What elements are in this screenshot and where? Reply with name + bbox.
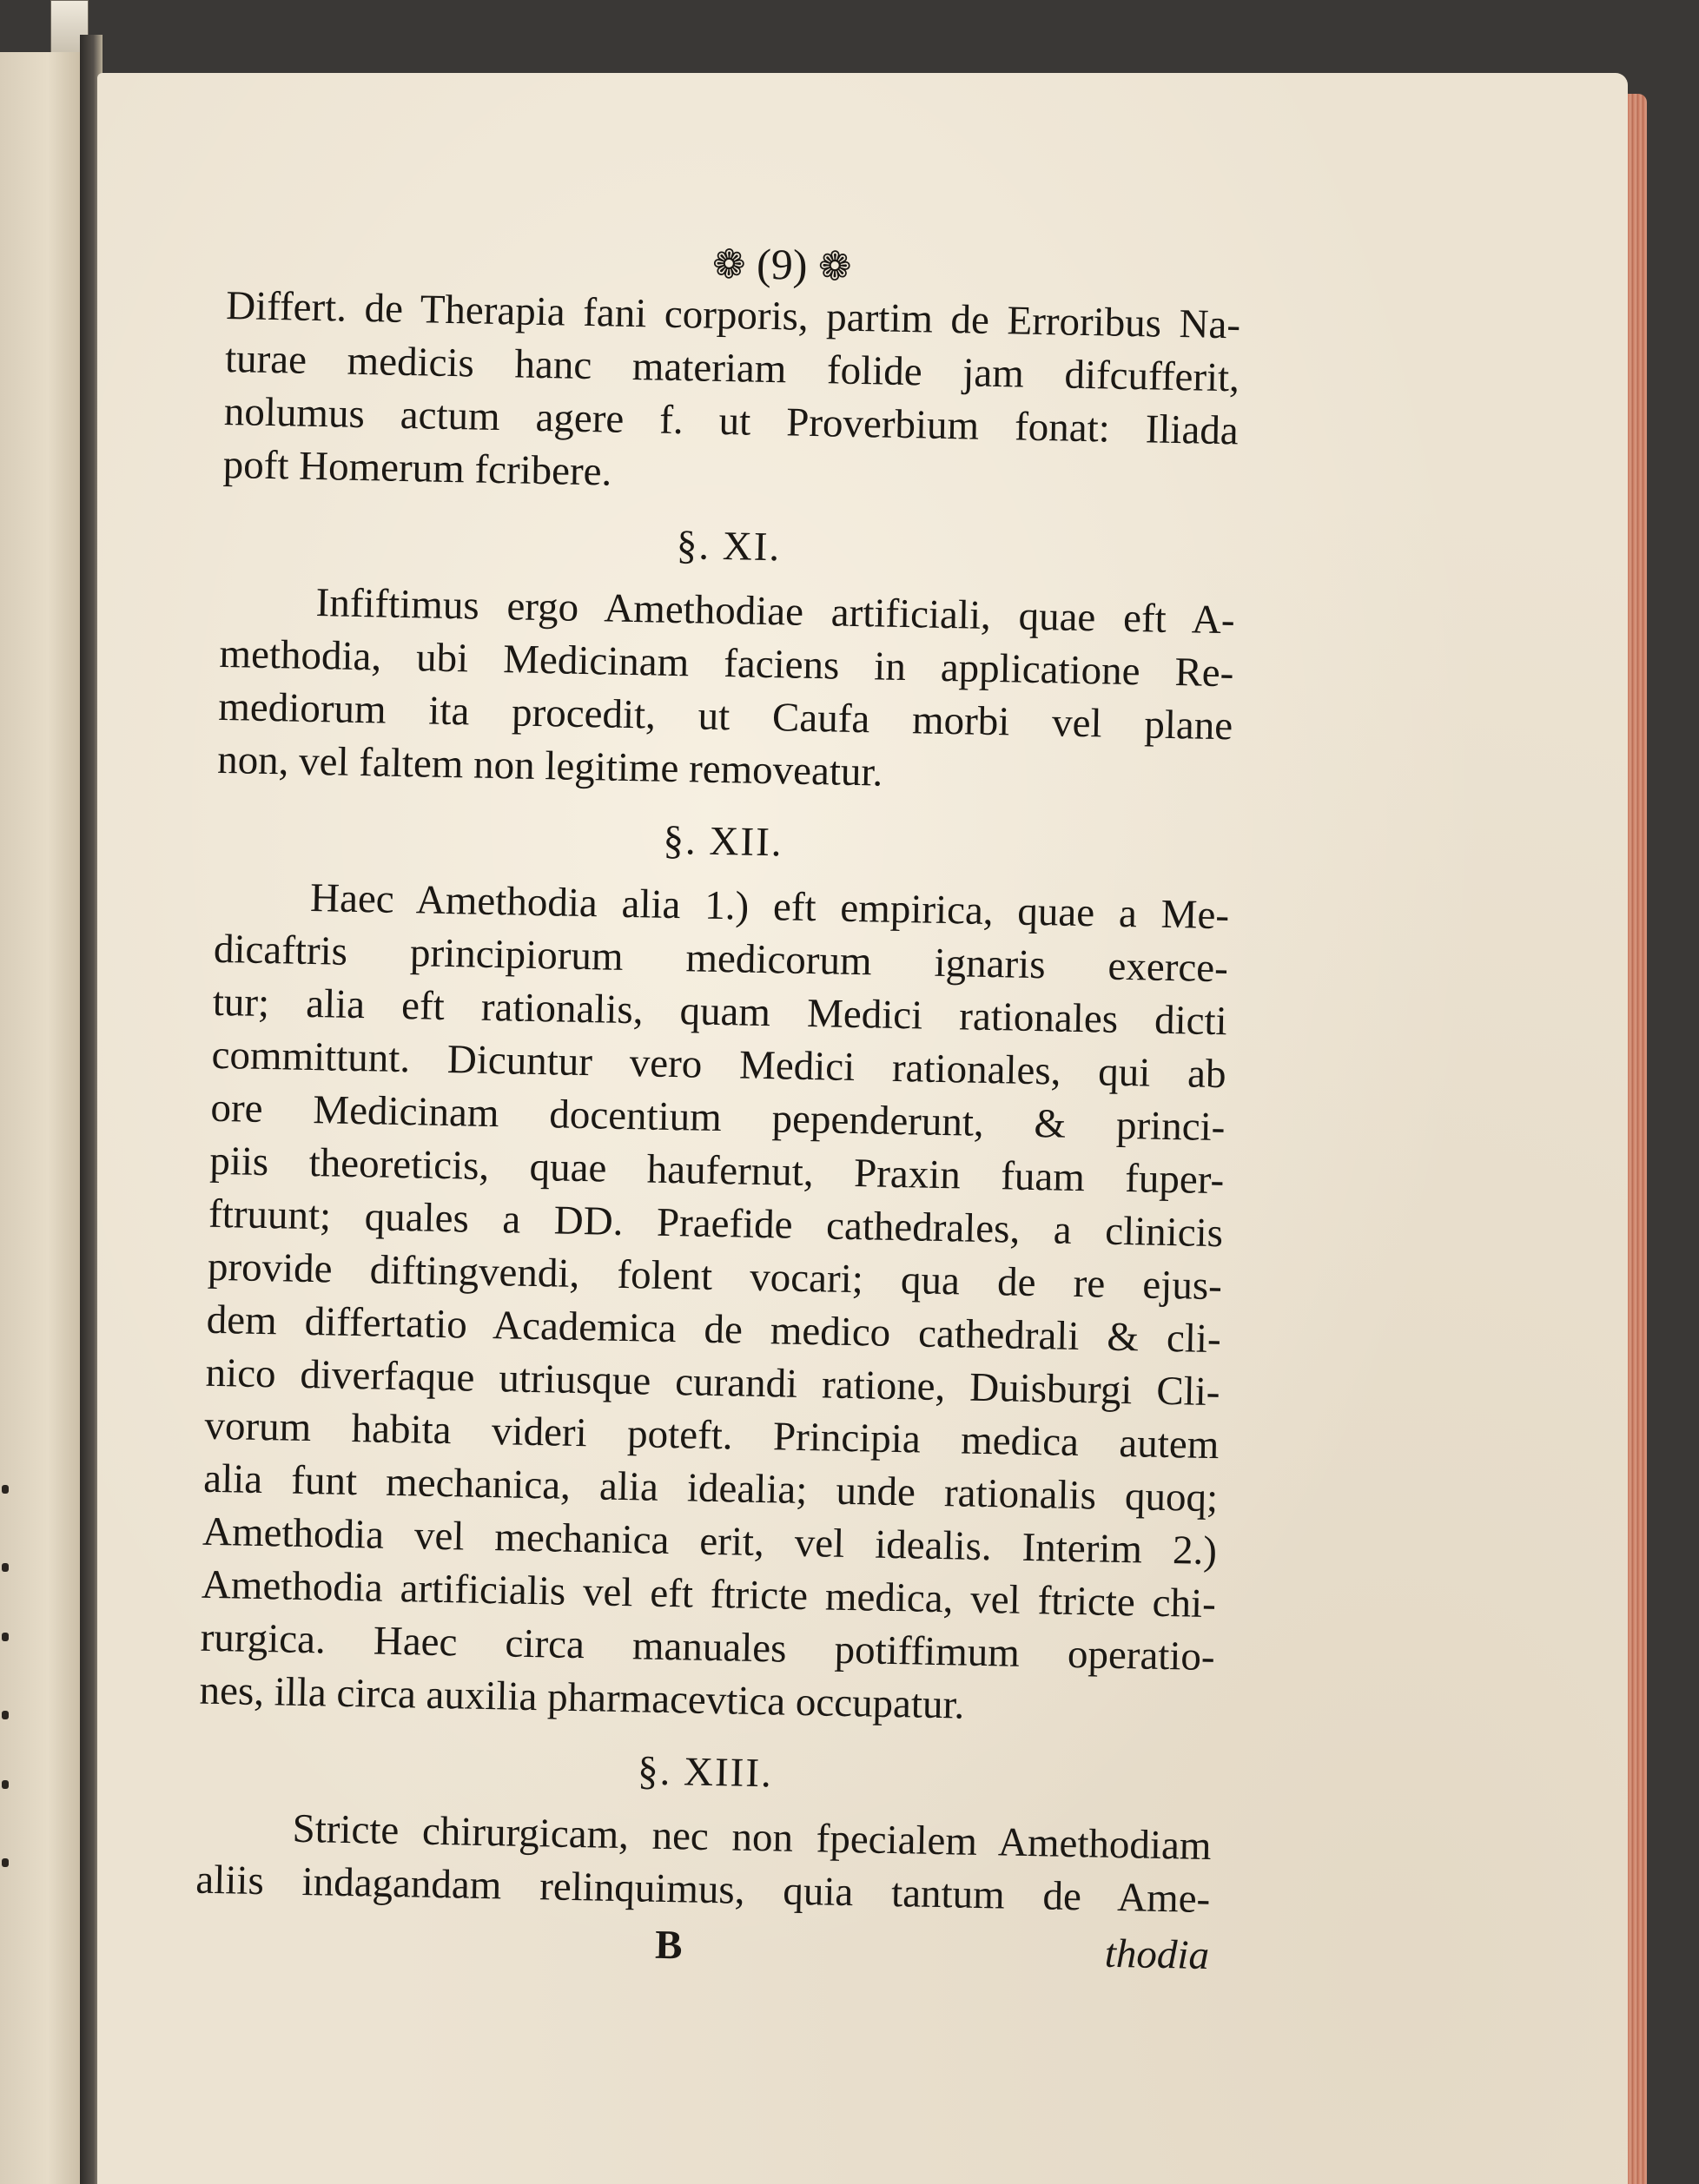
section-xii-body: [199, 870, 1230, 1737]
ornament-left-icon: ❁: [711, 241, 747, 287]
left-page-ink-marks: [2, 1485, 14, 1919]
section-xiii-body: [195, 1801, 1212, 1926]
text-line: vorum habita videri poteft. Principia medica autem: [204, 1402, 1220, 1468]
text-line: poft Homerum fcribere.: [222, 441, 612, 495]
text-line: dem differtatio Academica de medico cathedrali & cli-: [206, 1297, 1222, 1363]
section-heading-xii: §. XII.: [663, 817, 784, 866]
section-heading-xiii: §. XIII.: [637, 1748, 774, 1797]
catchword: thodia: [1104, 1930, 1210, 1979]
text-line: Differt. de Therapia fani corporis, partim de Erroribus Na-: [225, 282, 1241, 348]
ornament-right-icon: ❁: [817, 244, 852, 289]
text-line: rurgica. Haec circa manuales potiffimum operatio-: [200, 1614, 1216, 1680]
page-number: (9): [756, 239, 808, 289]
text-line: Stricte chirurgicam, nec non fpecialem Amethodiam: [292, 1805, 1212, 1870]
text-line: nes, illa circa auxilia pharmacevtica occupatur.: [199, 1667, 965, 1728]
text-line: Amethodia vel mechanica erit, vel idealis. Interim 2.): [202, 1508, 1218, 1574]
text-line: Haec Amethodia alia 1.) eft empirica, quae a Me-: [309, 874, 1230, 939]
text-line: Amethodia artificialis vel eft ftricte medica, vel ftricte chi-: [201, 1561, 1217, 1627]
text-line: turae medicis hanc materiam folide jam difcufferit,: [224, 335, 1240, 401]
text-line: mediorum ita procedit, ut Caufa morbi vel plane: [217, 683, 1233, 749]
text-line: Infiftimus ergo Amethodiae artificiali, quae eft A-: [315, 580, 1236, 643]
text-line: aliis indagandam relinquimus, quia tantum de Ame-: [195, 1857, 1211, 1923]
text-line: methodia, ubi Medicinam faciens in applicatione Re-: [219, 630, 1234, 696]
text-line: nico diverfaque utriusque curandi ratione, Duisburgi Cli-: [205, 1349, 1220, 1415]
text-line: tur; alia eft rationalis, quam Medici rationales dicti: [212, 979, 1228, 1045]
text-line: piis theoreticis, quae haufernut, Praxin fuam fuper-: [208, 1138, 1225, 1204]
text-line: provide diftingvendi, folent vocari; qua de re ejus-: [207, 1244, 1223, 1310]
text-line: ore Medicinam docentium pependerunt, & princi-: [210, 1085, 1226, 1151]
text-line: alia funt mechanica, alia idealia; unde rationalis quoq;: [202, 1455, 1219, 1521]
text-line: nolumus actum agere f. ut Proverbium fonat: Iliada: [223, 388, 1240, 454]
section-xi-body: [217, 575, 1235, 806]
section-heading-xi: §. XI.: [676, 522, 782, 571]
text-line: committunt. Dicuntur vero Medici rationales, qui ab: [211, 1032, 1226, 1098]
paragraph-continuation: [222, 280, 1240, 511]
left-page-edge: [0, 52, 82, 2184]
text-line: non, vel faltem non legitime removeatur.: [216, 736, 883, 795]
signature-mark: B: [654, 1922, 683, 1969]
text-line: ftruunt; quales a DD. Praefide cathedrales, a clinicis: [208, 1191, 1224, 1257]
page-text: [195, 228, 1242, 1983]
text-line: dicaftris principiorum medicorum ignaris exerce-: [213, 926, 1229, 992]
